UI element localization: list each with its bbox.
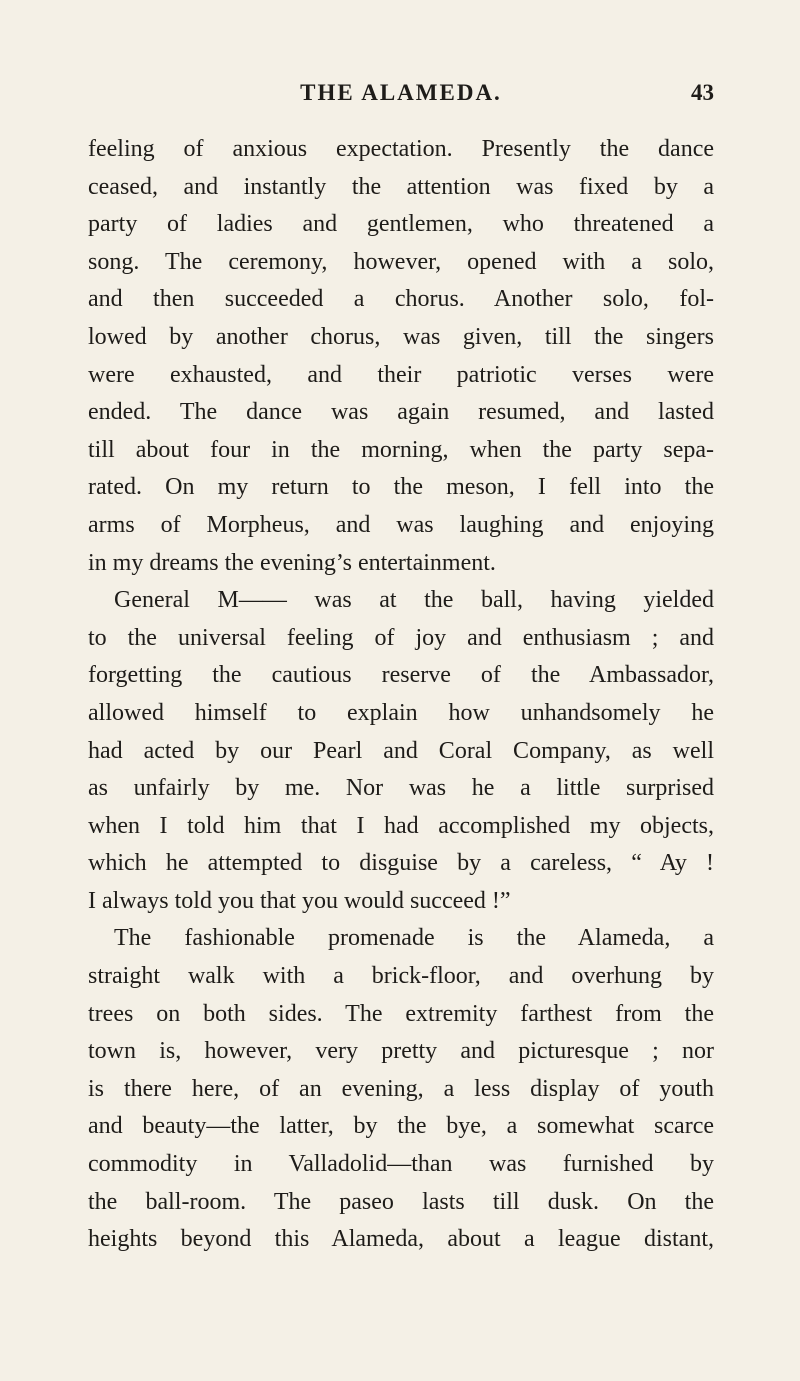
- running-title: THE ALAMEDA.: [300, 80, 502, 105]
- text-line: had acted by our Pearl and Coral Company, as well: [88, 737, 714, 764]
- text-line: town is, however, very pretty and picturesque ; nor: [88, 1038, 714, 1065]
- text-line: to the universal feeling of joy and enthusiasm ; and: [88, 624, 714, 651]
- text-line: till about four in the morning, when the party sepa-: [88, 436, 714, 463]
- text-line: heights beyond this Alameda, about a league distant,: [88, 1226, 714, 1253]
- text-line: which he attempted to disguise by a careless, “ Ay !: [88, 850, 714, 877]
- text-line: ceased, and instantly the attention was fixed by a: [88, 173, 714, 200]
- text-line: I always told you that you would succeed !”: [88, 887, 511, 914]
- body-text: [88, 131, 714, 1259]
- text-line: feeling of anxious expectation. Presently the dance: [88, 136, 714, 162]
- text-line: party of ladies and gentlemen, who threatened a: [88, 211, 714, 238]
- text-line: straight walk with a brick-floor, and overhung by: [88, 963, 714, 990]
- text-line: is there here, of an evening, a less display of youth: [88, 1075, 714, 1102]
- text-line: commodity in Valladolid—than was furnished by: [88, 1151, 714, 1178]
- text-line: as unfairly by me. Nor was he a little surprised: [88, 775, 714, 802]
- text-line: were exhausted, and their patriotic verses were: [88, 361, 714, 388]
- text-line: trees on both sides. The extremity farthest from the: [88, 1000, 714, 1027]
- text-line: the ball-room. The paseo lasts till dusk. On the: [88, 1188, 714, 1215]
- text-line: when I told him that I had accomplished my objects,: [88, 812, 714, 839]
- text-line: and then succeeded a chorus. Another solo, fol-: [88, 286, 714, 313]
- text-line: General M—— was at the ball, having yielded: [114, 587, 714, 614]
- text-line: in my dreams the evening’s entertainment.: [88, 549, 496, 576]
- text-line: song. The ceremony, however, opened with a solo,: [88, 248, 714, 275]
- text-line: ended. The dance was again resumed, and lasted: [88, 399, 714, 426]
- text-line: forgetting the cautious reserve of the Ambassador,: [88, 662, 714, 689]
- text-line: The fashionable promenade is the Alameda, a: [114, 925, 714, 952]
- text-line: lowed by another chorus, was given, till the singers: [88, 323, 714, 350]
- page-number: 43: [691, 80, 714, 105]
- text-line: and beauty—the latter, by the bye, a somewhat scarce: [88, 1113, 714, 1140]
- text-line: allowed himself to explain how unhandsomely he: [88, 699, 714, 726]
- text-line: rated. On my return to the meson, I fell into the: [88, 474, 714, 501]
- text-line: arms of Morpheus, and was laughing and enjoying: [88, 511, 714, 538]
- running-head: [88, 80, 714, 114]
